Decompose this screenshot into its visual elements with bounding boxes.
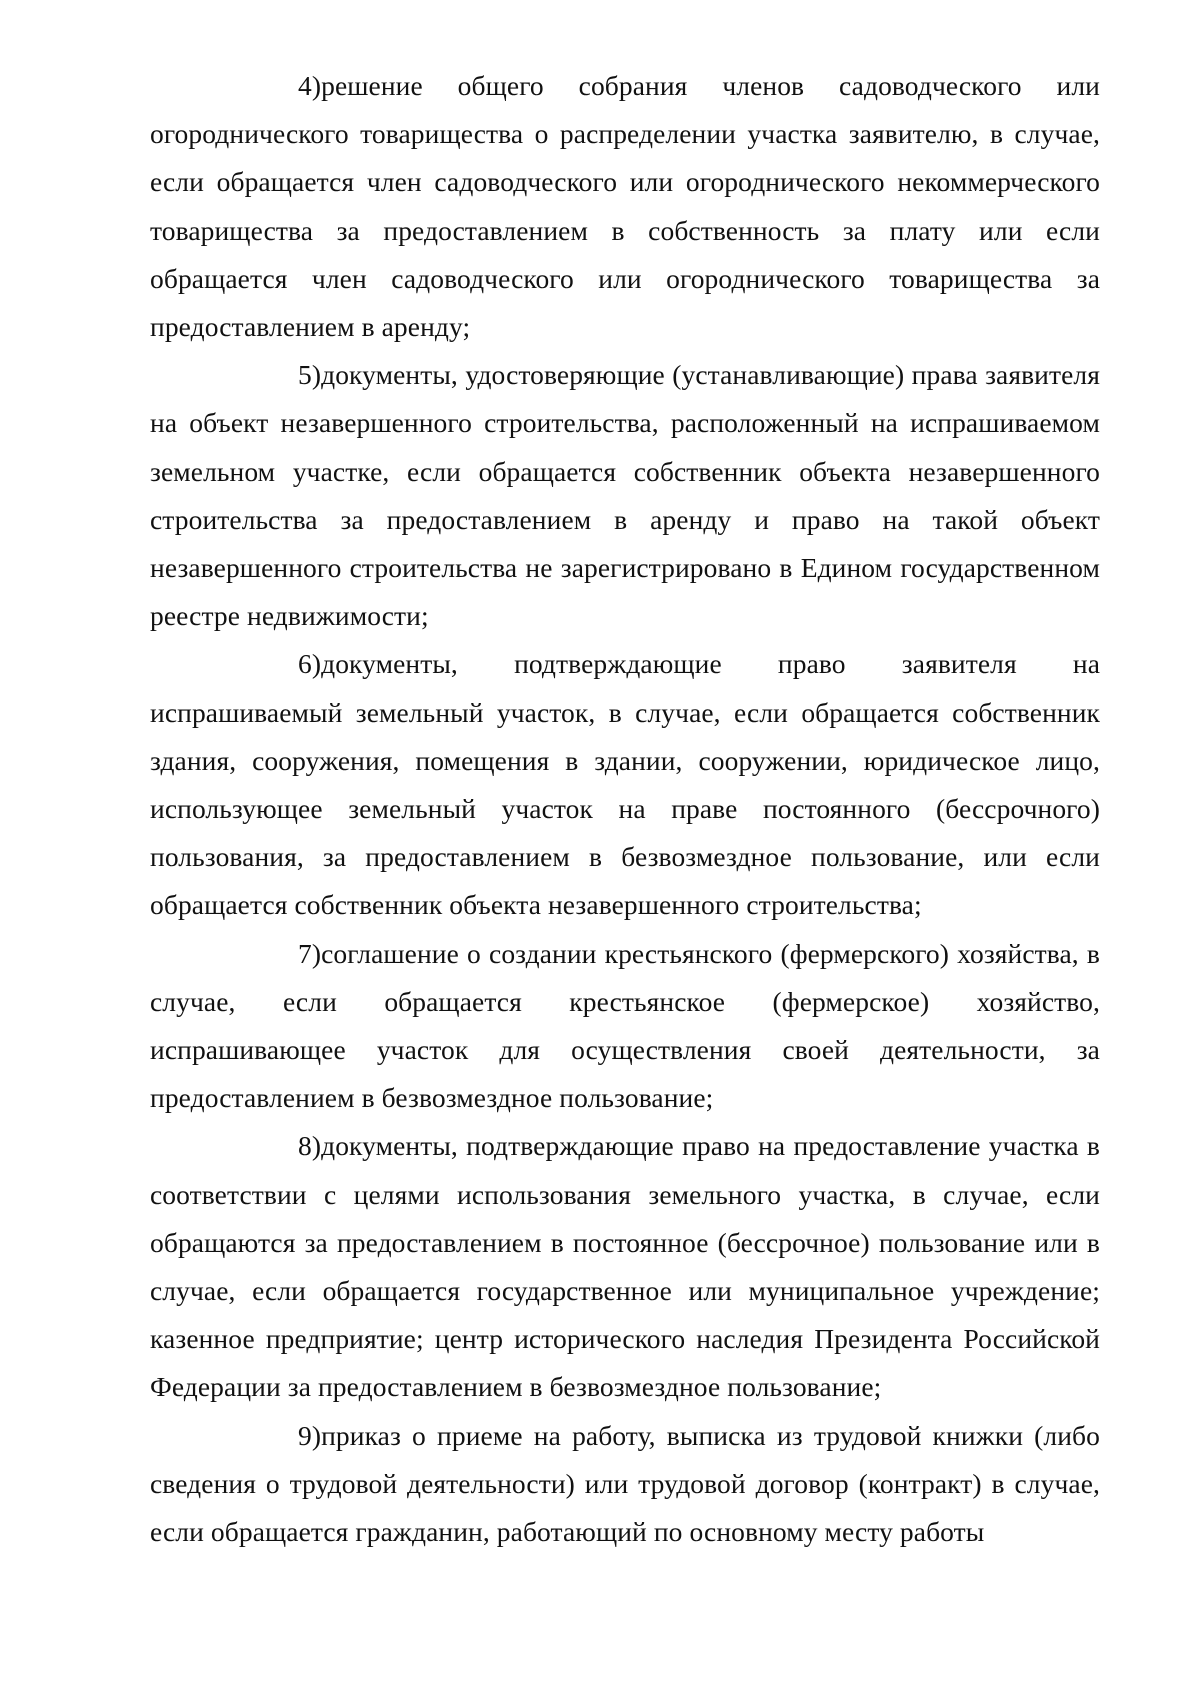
list-item-4 bbox=[150, 62, 1100, 351]
list-item-9 bbox=[150, 1412, 1100, 1557]
item-number: 5) bbox=[298, 359, 322, 391]
document-body bbox=[150, 62, 1100, 1556]
item-number: 8) bbox=[298, 1130, 322, 1162]
item-text: решение общего собрания членов садоводческого или огороднического товарищества о распределении участка заявителю, в случае, если обращается член садоводческого или огороднического некоммерческого товарищества за предоставлением в собственность за плату или если обращается член садоводческого или огороднического товарищества за предоставлением в аренду; bbox=[150, 70, 1100, 343]
item-number: 7) bbox=[298, 937, 322, 969]
list-item-7 bbox=[150, 930, 1100, 1123]
list-item-6 bbox=[150, 640, 1100, 929]
item-number: 9) bbox=[298, 1419, 322, 1451]
item-text: документы, удостоверяющие (устанавливающие) права заявителя на объект незавершенного строительства, расположенный на испрашиваемом земельном участке, если обращается собственник объекта незавершенного строительства за предоставлением в аренду и право на такой объект незавершенного строительства не зарегистрировано в Едином государственном реестре недвижимости; bbox=[150, 359, 1100, 632]
list-item-8 bbox=[150, 1122, 1100, 1411]
item-text: документы, подтверждающие право на предоставление участка в соответствии с целями использования земельного участка, в случае, если обращаются за предоставлением в постоянное (бессрочное) пользование или в случае, если обращается государственное или муниципальное учреждение; казенное предприятие; центр исторического наследия Президента Российской Федерации за предоставлением в безвозмездное пользование; bbox=[150, 1130, 1100, 1403]
item-text: соглашение о создании крестьянского (фермерского) хозяйства, в случае, если обращается крестьянское (фермерское) хозяйство, испрашивающее участок для осуществления своей деятельности, за предоставлением в безвозмездное пользование; bbox=[150, 937, 1100, 1114]
item-text: документы, подтверждающие право заявителя на испрашиваемый земельный участок, в случае, если обращается собственник здания, сооружения, помещения в здании, сооружении, юридическое лицо, использующее земельный участок на праве постоянного (бессрочного) пользования, за предоставлением в безвозмездное пользование, или если обращается собственник объекта незавершенного строительства; bbox=[150, 648, 1100, 921]
item-text: приказ о приеме на работу, выписка из трудовой книжки (либо сведения о трудовой деятельности) или трудовой договор (контракт) в случае, если обращается гражданин, работающий по основному месту работы bbox=[150, 1419, 1100, 1548]
item-number: 4) bbox=[298, 70, 322, 101]
item-number: 6) bbox=[298, 648, 322, 680]
list-item-5 bbox=[150, 351, 1100, 640]
